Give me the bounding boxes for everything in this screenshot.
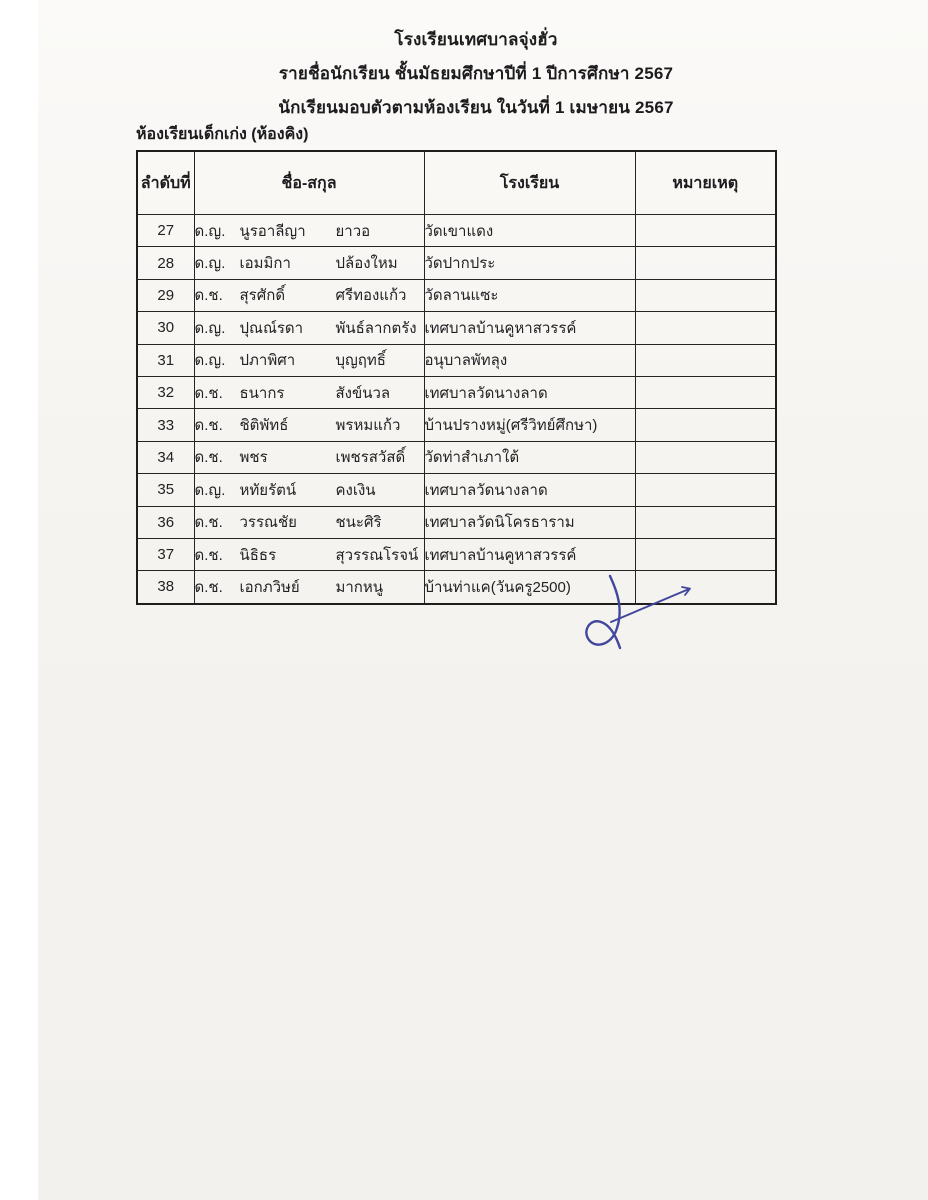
cell-school: เทศบาลวัดนางลาด: [424, 376, 635, 408]
table-row: [137, 571, 776, 604]
cell-note: [635, 506, 776, 538]
cell-school: วัดลานแซะ: [424, 279, 635, 311]
table-row: [137, 215, 776, 247]
cell-school: วัดเขาแดง: [424, 215, 635, 247]
table-row: [137, 247, 776, 279]
cell-school: เทศบาลวัดนางลาด: [424, 474, 635, 506]
cell-no: 33: [137, 409, 194, 441]
scan-margin-strip: [0, 0, 38, 1200]
first-name: เอกภวิษย์: [239, 578, 300, 596]
last-name: ยาวอ: [335, 222, 371, 240]
cell-no: 35: [137, 474, 194, 506]
page-title-school-name: โรงเรียนเทศบาลจุ่งฮั่ว: [394, 30, 558, 49]
cell-no: 28: [137, 247, 194, 279]
student-table-header: [137, 151, 776, 215]
name-prefix: ด.ญ.: [194, 222, 226, 240]
cell-no: 32: [137, 376, 194, 408]
cell-note: [635, 409, 776, 441]
cell-name: [194, 474, 424, 506]
cell-note: [635, 344, 776, 376]
cell-school: เทศบาลบ้านคูหาสวรรค์: [424, 312, 635, 344]
last-name: พรหมแก้ว: [335, 417, 401, 435]
cell-school: เทศบาลบ้านคูหาสวรรค์: [424, 538, 635, 570]
last-name: ศรีทองแก้ว: [335, 287, 407, 305]
first-name: สุรศักดิ์: [239, 287, 286, 305]
table-row: [137, 312, 776, 344]
table-row: [137, 506, 776, 538]
cell-no: 34: [137, 441, 194, 473]
first-name: นิธิธร: [239, 546, 277, 564]
cell-name: [194, 538, 424, 570]
page-title-student-list: รายชื่อนักเรียน ชั้นมัธยมศึกษาปีที่ 1 ปีการศึกษา 2567: [278, 64, 674, 83]
table-row: [137, 474, 776, 506]
cell-school: วัดปากประ: [424, 247, 635, 279]
cell-no: 30: [137, 312, 194, 344]
first-name: ธนากร: [239, 384, 285, 402]
last-name: สังข์นวล: [335, 384, 391, 402]
column-header-note: หมายเหตุ: [635, 151, 776, 215]
name-prefix: ด.ช.: [194, 417, 223, 435]
name-prefix: ด.ญ.: [194, 255, 226, 273]
cell-name: [194, 312, 424, 344]
first-name: ปภาพิศา: [239, 352, 296, 370]
first-name: ปุณณ์รดา: [239, 319, 304, 337]
table-row: [137, 409, 776, 441]
cell-school: เทศบาลวัดนิโครธาราม: [424, 506, 635, 538]
table-row: [137, 441, 776, 473]
student-table: [136, 150, 777, 605]
name-prefix: ด.ช.: [194, 546, 223, 564]
table-row: [137, 538, 776, 570]
cell-note: [635, 441, 776, 473]
last-name: เพชรสวัสดิ์: [335, 449, 406, 467]
first-name: วรรณชัย: [239, 514, 297, 532]
last-name: พันธ์ลากตรัง: [335, 319, 417, 337]
table-row: [137, 279, 776, 311]
classroom-section-label: ห้องเรียนเด็กเก่ง (ห้องคิง): [136, 126, 309, 143]
cell-name: [194, 247, 424, 279]
cell-note: [635, 474, 776, 506]
column-header-school: โรงเรียน: [424, 151, 635, 215]
name-prefix: ด.ช.: [194, 578, 223, 596]
name-prefix: ด.ช.: [194, 287, 223, 305]
cell-note: [635, 247, 776, 279]
first-name: นูรอาลีญา: [239, 222, 306, 240]
last-name: สุวรรณโรจน์: [335, 546, 419, 564]
first-name: หทัยรัตน์: [239, 481, 297, 499]
header-row: [137, 151, 776, 215]
first-name: ชิติพัทธ์: [239, 417, 289, 435]
last-name: บุญฤทธิ์: [335, 352, 386, 370]
cell-school: วัดท่าสำเภาใต้: [424, 441, 635, 473]
first-name: เอมมิกา: [239, 255, 291, 273]
name-prefix: ด.ช.: [194, 449, 223, 467]
last-name: คงเงิน: [335, 481, 376, 499]
last-name: ปล้องใหม: [335, 255, 398, 273]
table-row: [137, 376, 776, 408]
cell-note: [635, 279, 776, 311]
cell-name: [194, 409, 424, 441]
name-prefix: ด.ญ.: [194, 352, 226, 370]
cell-name: [194, 571, 424, 604]
cell-school: อนุบาลพัทลุง: [424, 344, 635, 376]
cell-name: [194, 279, 424, 311]
cell-note: [635, 312, 776, 344]
cell-name: [194, 506, 424, 538]
cell-name: [194, 376, 424, 408]
cell-school: บ้านปรางหมู่(ศรีวิทย์ศึกษา): [424, 409, 635, 441]
name-prefix: ด.ช.: [194, 384, 223, 402]
first-name: พชร: [239, 449, 268, 467]
cell-no: 27: [137, 215, 194, 247]
column-header-name: ชื่อ-สกุล: [194, 151, 424, 215]
cell-no: 31: [137, 344, 194, 376]
last-name: ชนะศิริ: [335, 514, 382, 532]
cell-no: 37: [137, 538, 194, 570]
cell-note: [635, 215, 776, 247]
student-table-body: [137, 215, 776, 604]
cell-name: [194, 215, 424, 247]
cell-note: [635, 538, 776, 570]
name-prefix: ด.ช.: [194, 514, 223, 532]
name-prefix: ด.ญ.: [194, 319, 226, 337]
page-title-report-date: นักเรียนมอบตัวตามห้องเรียน ในวันที่ 1 เมษายน 2567: [278, 98, 674, 117]
cell-school: บ้านท่าแค(วันครู2500): [424, 571, 635, 604]
table-row: [137, 344, 776, 376]
name-prefix: ด.ญ.: [194, 481, 226, 499]
cell-note: [635, 376, 776, 408]
cell-note: [635, 571, 776, 604]
column-header-no: ลำดับที่: [137, 151, 194, 215]
cell-no: 36: [137, 506, 194, 538]
cell-name: [194, 441, 424, 473]
cell-no: 38: [137, 571, 194, 604]
cell-no: 29: [137, 279, 194, 311]
last-name: มากหนู: [335, 578, 384, 596]
cell-name: [194, 344, 424, 376]
